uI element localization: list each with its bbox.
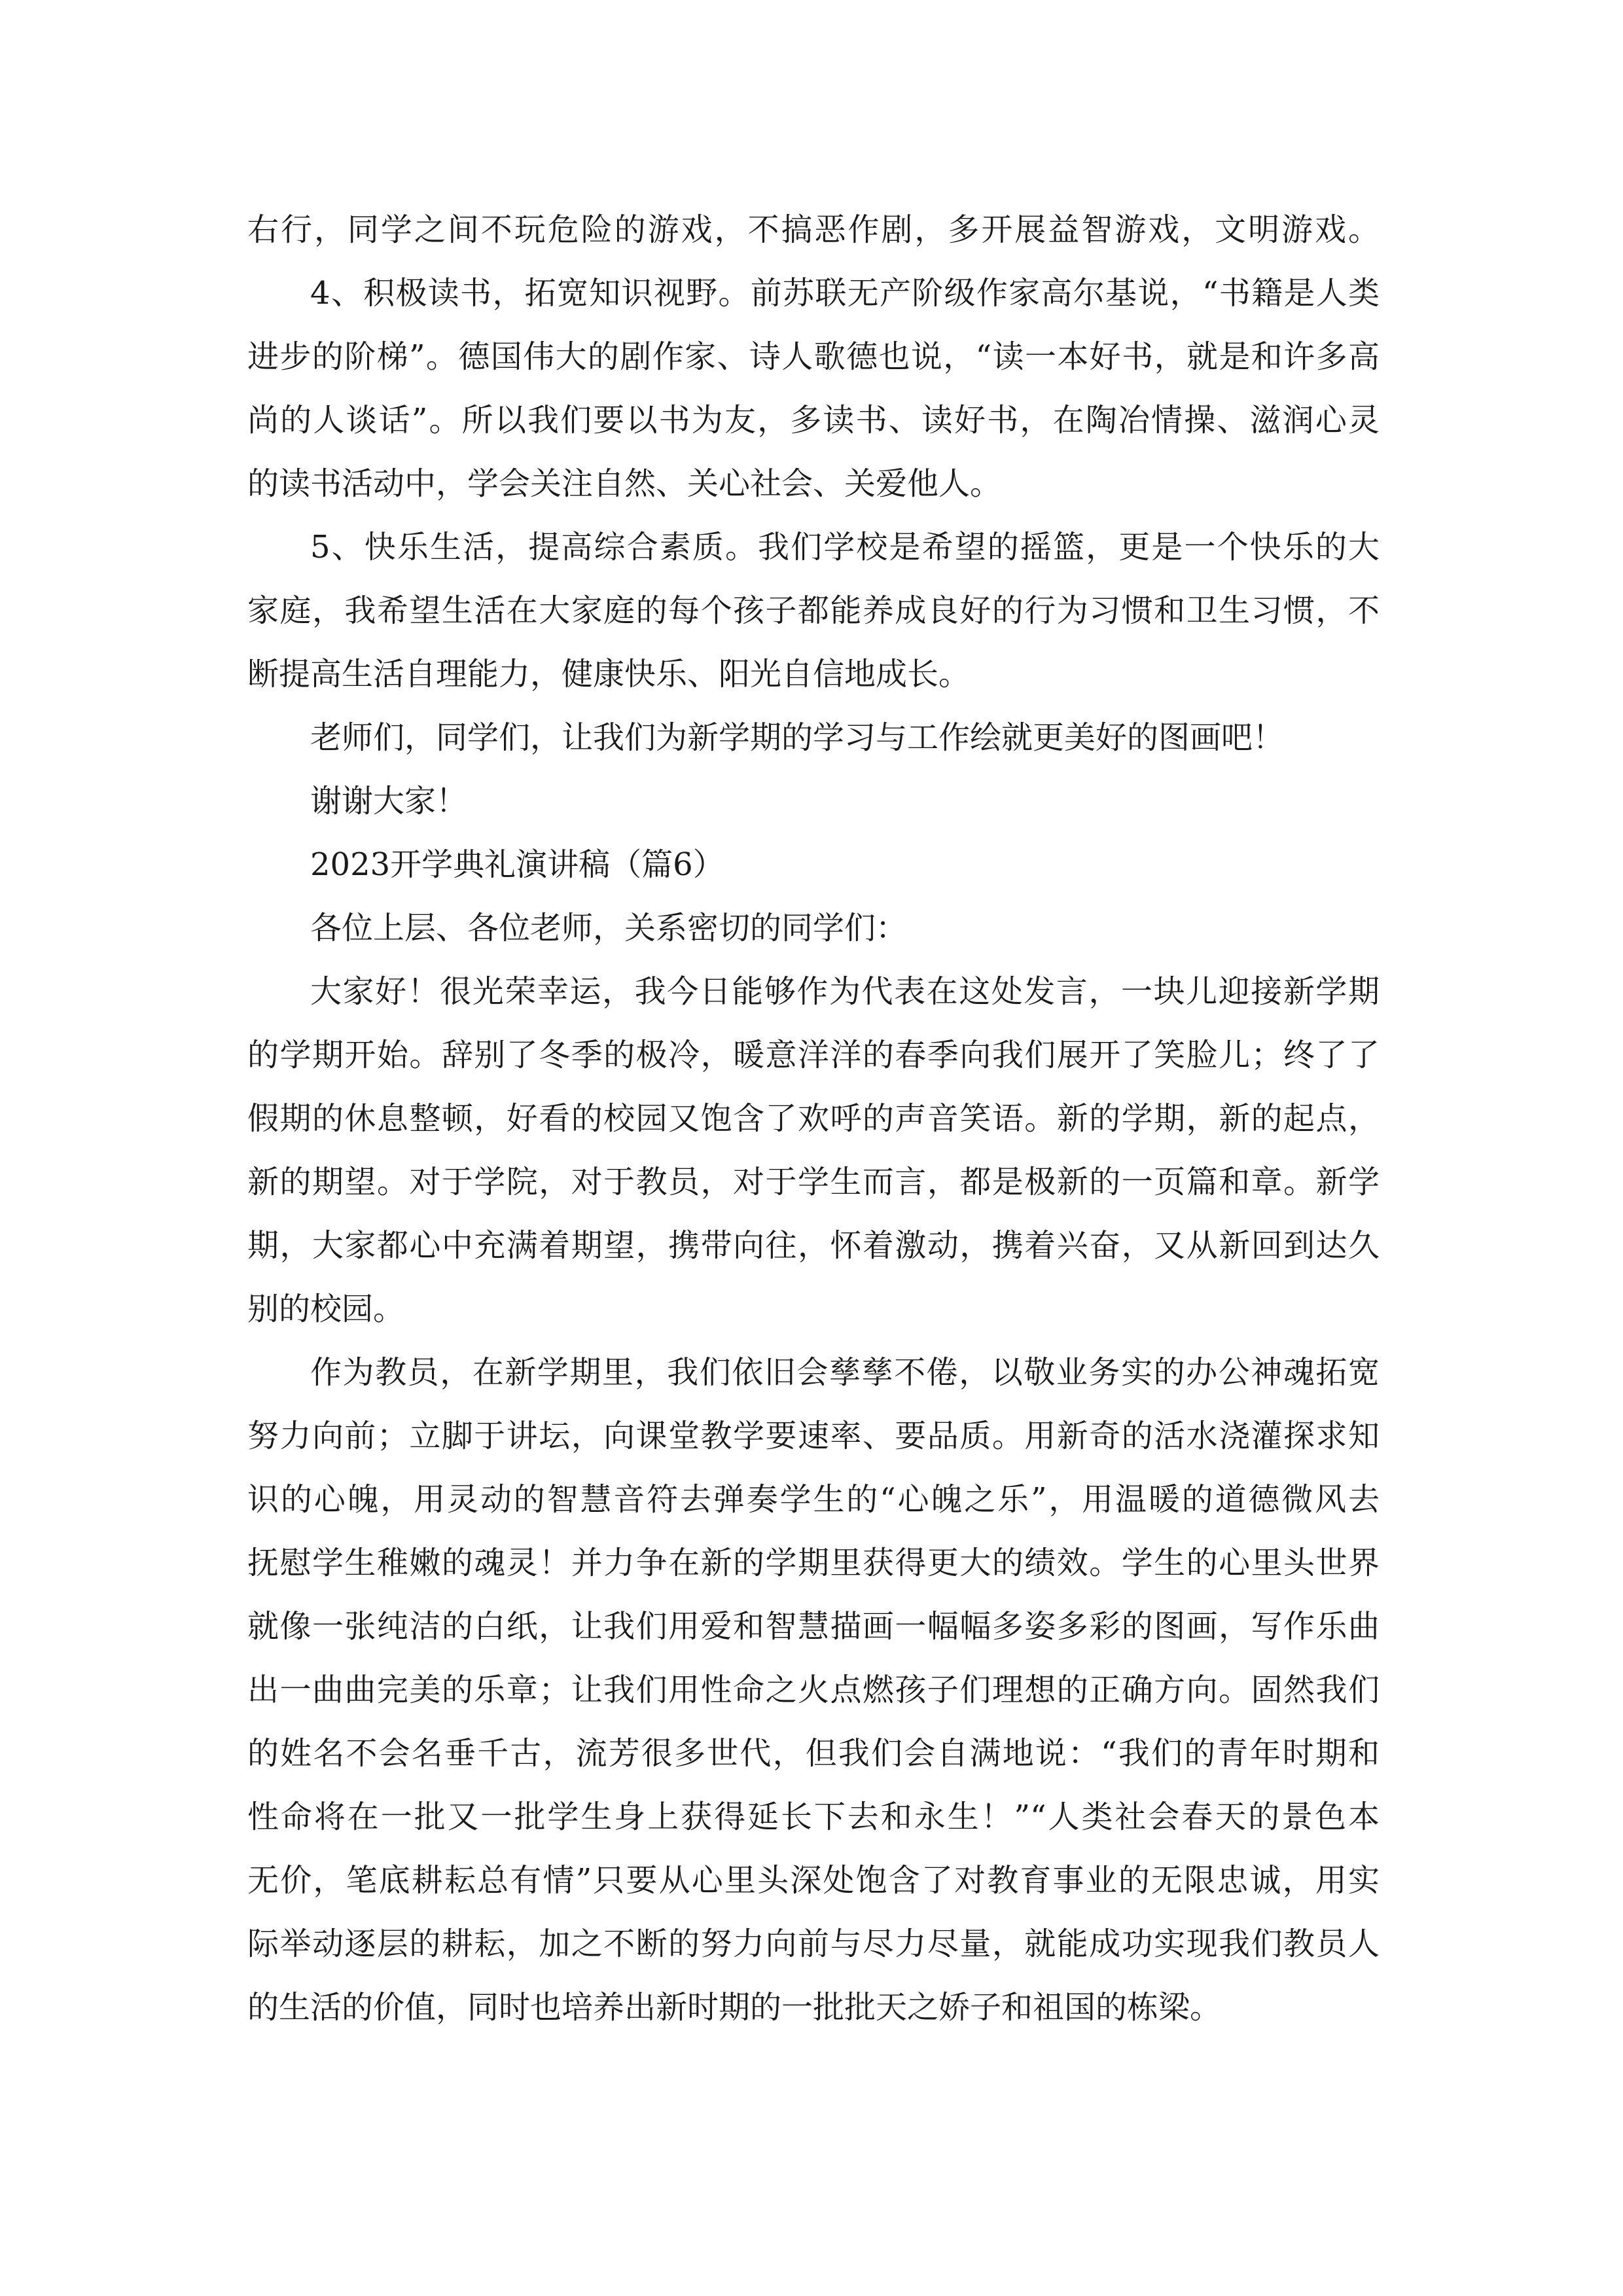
- text-line: 的姓名不会名垂千古，流芳很多世代，但我们会自满地说：“我们的青年时期和: [247, 1735, 1380, 1772]
- text-line: 努力向前；立脚于讲坛，向课堂教学要速率、要品质。用新奇的活水浇灌探求知: [247, 1418, 1380, 1454]
- text-line: 的生活的价值，同时也培养出新时期的一批批天之娇子和祖国的栋梁。: [247, 1989, 1222, 2026]
- text-line: 识的心魄，用灵动的智慧音符去弹奏学生的“心魄之乐”，用温暖的道德微风去: [247, 1481, 1380, 1518]
- text-line: 别的校园。: [247, 1291, 405, 1327]
- document-body: [247, 198, 1380, 2039]
- text-line: 的读书活动中，学会关注自然、关心社会、关爱他人。: [247, 465, 1002, 502]
- paragraph-first-line: 作为教员，在新学期里，我们依旧会孳孳不倦，以敬业务实的办公神魂拓宽: [310, 1354, 1380, 1391]
- paragraph-first-line: 4、积极读书，拓宽知识视野。前苏联无产阶级作家高尔基说，“书籍是人类: [310, 275, 1380, 312]
- text-line: 性命将在一批又一批学生身上获得延长下去和永生！”“人类社会春天的景色本: [247, 1799, 1380, 1835]
- text-line: 进步的阶梯”。德国伟大的剧作家、诗人歌德也说，“读一本好书，就是和许多高: [247, 338, 1380, 375]
- closing-thanks: 谢谢大家！: [310, 783, 468, 819]
- section-heading: 2023开学典礼演讲稿（篇6）: [310, 846, 724, 883]
- paragraph-first-line: 老师们，同学们，让我们为新学期的学习与工作绘就更美好的图画吧！: [310, 719, 1285, 756]
- text-line: 家庭，我希望生活在大家庭的每个孩子都能养成良好的行为习惯和卫生习惯，不: [247, 592, 1380, 629]
- paragraph-first-line: 大家好！很光荣幸运，我今日能够作为代表在这处发言，一块儿迎接新学期: [310, 973, 1380, 1010]
- text-line: 的学期开始。辞别了冬季的极冷，暖意洋洋的春季向我们展开了笑脸儿；终了了: [247, 1037, 1380, 1073]
- text-line: 假期的休息整顿，好看的校园又饱含了欢呼的声音笑语。新的学期，新的起点，: [247, 1100, 1380, 1137]
- text-line: 新的期望。对于学院，对于教员，对于学生而言，都是极新的一页篇和章。新学: [247, 1164, 1380, 1200]
- text-line: 无价，笔底耕耘总有情”只要从心里头深处饱含了对教育事业的无限忠诚，用实: [247, 1862, 1380, 1899]
- text-line: 抚慰学生稚嫩的魂灵！并力争在新的学期里获得更大的绩效。学生的心里头世界: [247, 1545, 1380, 1581]
- text-line: 右行，同学之间不玩危险的游戏，不搞恶作剧，多开展益智游戏，文明游戏。: [247, 211, 1380, 248]
- text-line: 就像一张纯洁的白纸，让我们用爱和智慧描画一幅幅多姿多彩的图画，写作乐曲: [247, 1608, 1380, 1645]
- text-line: 出一曲曲完美的乐章；让我们用性命之火点燃孩子们理想的正确方向。固然我们: [247, 1672, 1380, 1708]
- text-line: 际举动逐层的耕耘，加之不断的努力向前与尽力尽量，就能成功实现我们教员人: [247, 1926, 1380, 1962]
- salutation: 各位上层、各位老师，关系密切的同学们：: [310, 910, 908, 946]
- text-line: 尚的人谈话”。所以我们要以书为友，多读书、读好书，在陶冶情操、滋润心灵: [247, 402, 1380, 439]
- text-line: 断提高生活自理能力，健康快乐、阳光自信地成长。: [247, 656, 971, 692]
- paragraph-first-line: 5、快乐生活，提高综合素质。我们学校是希望的摇篮，更是一个快乐的大: [310, 529, 1380, 565]
- text-line: 期，大家都心中充满着期望，携带向往，怀着激动，携着兴奋，又从新回到达久: [247, 1227, 1380, 1264]
